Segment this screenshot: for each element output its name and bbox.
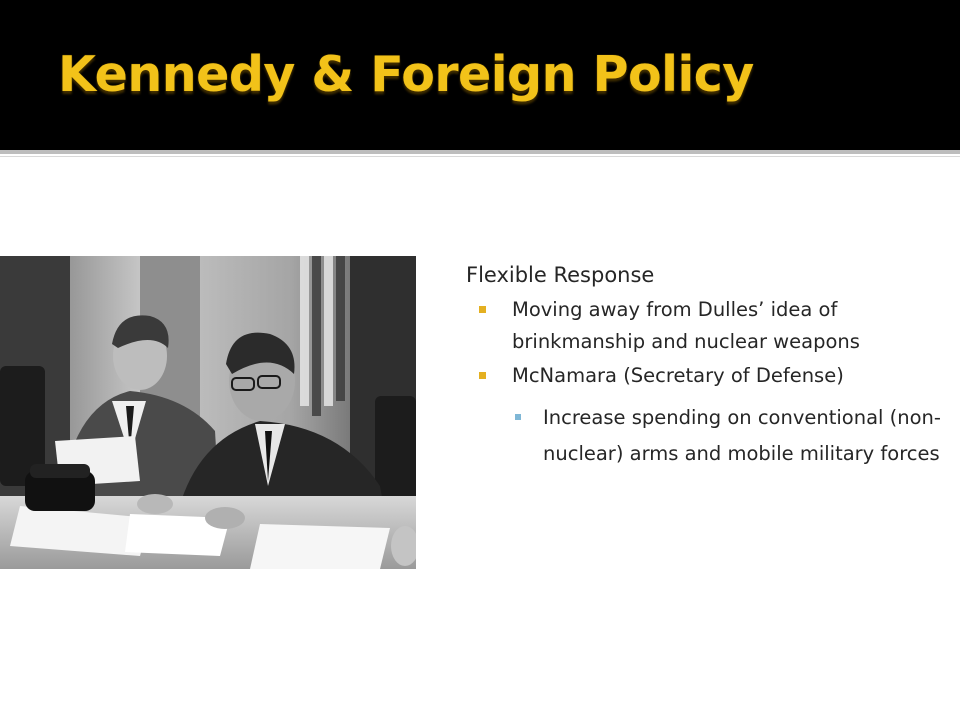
title-divider-thin: [0, 156, 960, 157]
bullet-text: Moving away from Dulles’ idea of brinkmanship and nuclear weapons: [512, 298, 860, 353]
bullet-item: [466, 360, 946, 392]
bullet-text: McNamara (Secretary of Defense): [512, 364, 844, 387]
square-sub-bullet-icon: [515, 414, 521, 420]
slide-content: [466, 260, 946, 472]
content-heading: Flexible Response: [466, 263, 655, 287]
sub-bullet-item: [466, 400, 946, 472]
square-bullet-icon: [479, 306, 486, 313]
bullet-item: [466, 294, 946, 358]
title-divider: [0, 150, 960, 154]
kennedy-mcnamara-photo: [0, 256, 416, 569]
square-bullet-icon: [479, 372, 486, 379]
slide-title: Kennedy & Foreign Policy: [58, 46, 754, 103]
sub-bullet-text: Increase spending on conventional (non-nuclear) arms and mobile military forces: [543, 406, 941, 465]
